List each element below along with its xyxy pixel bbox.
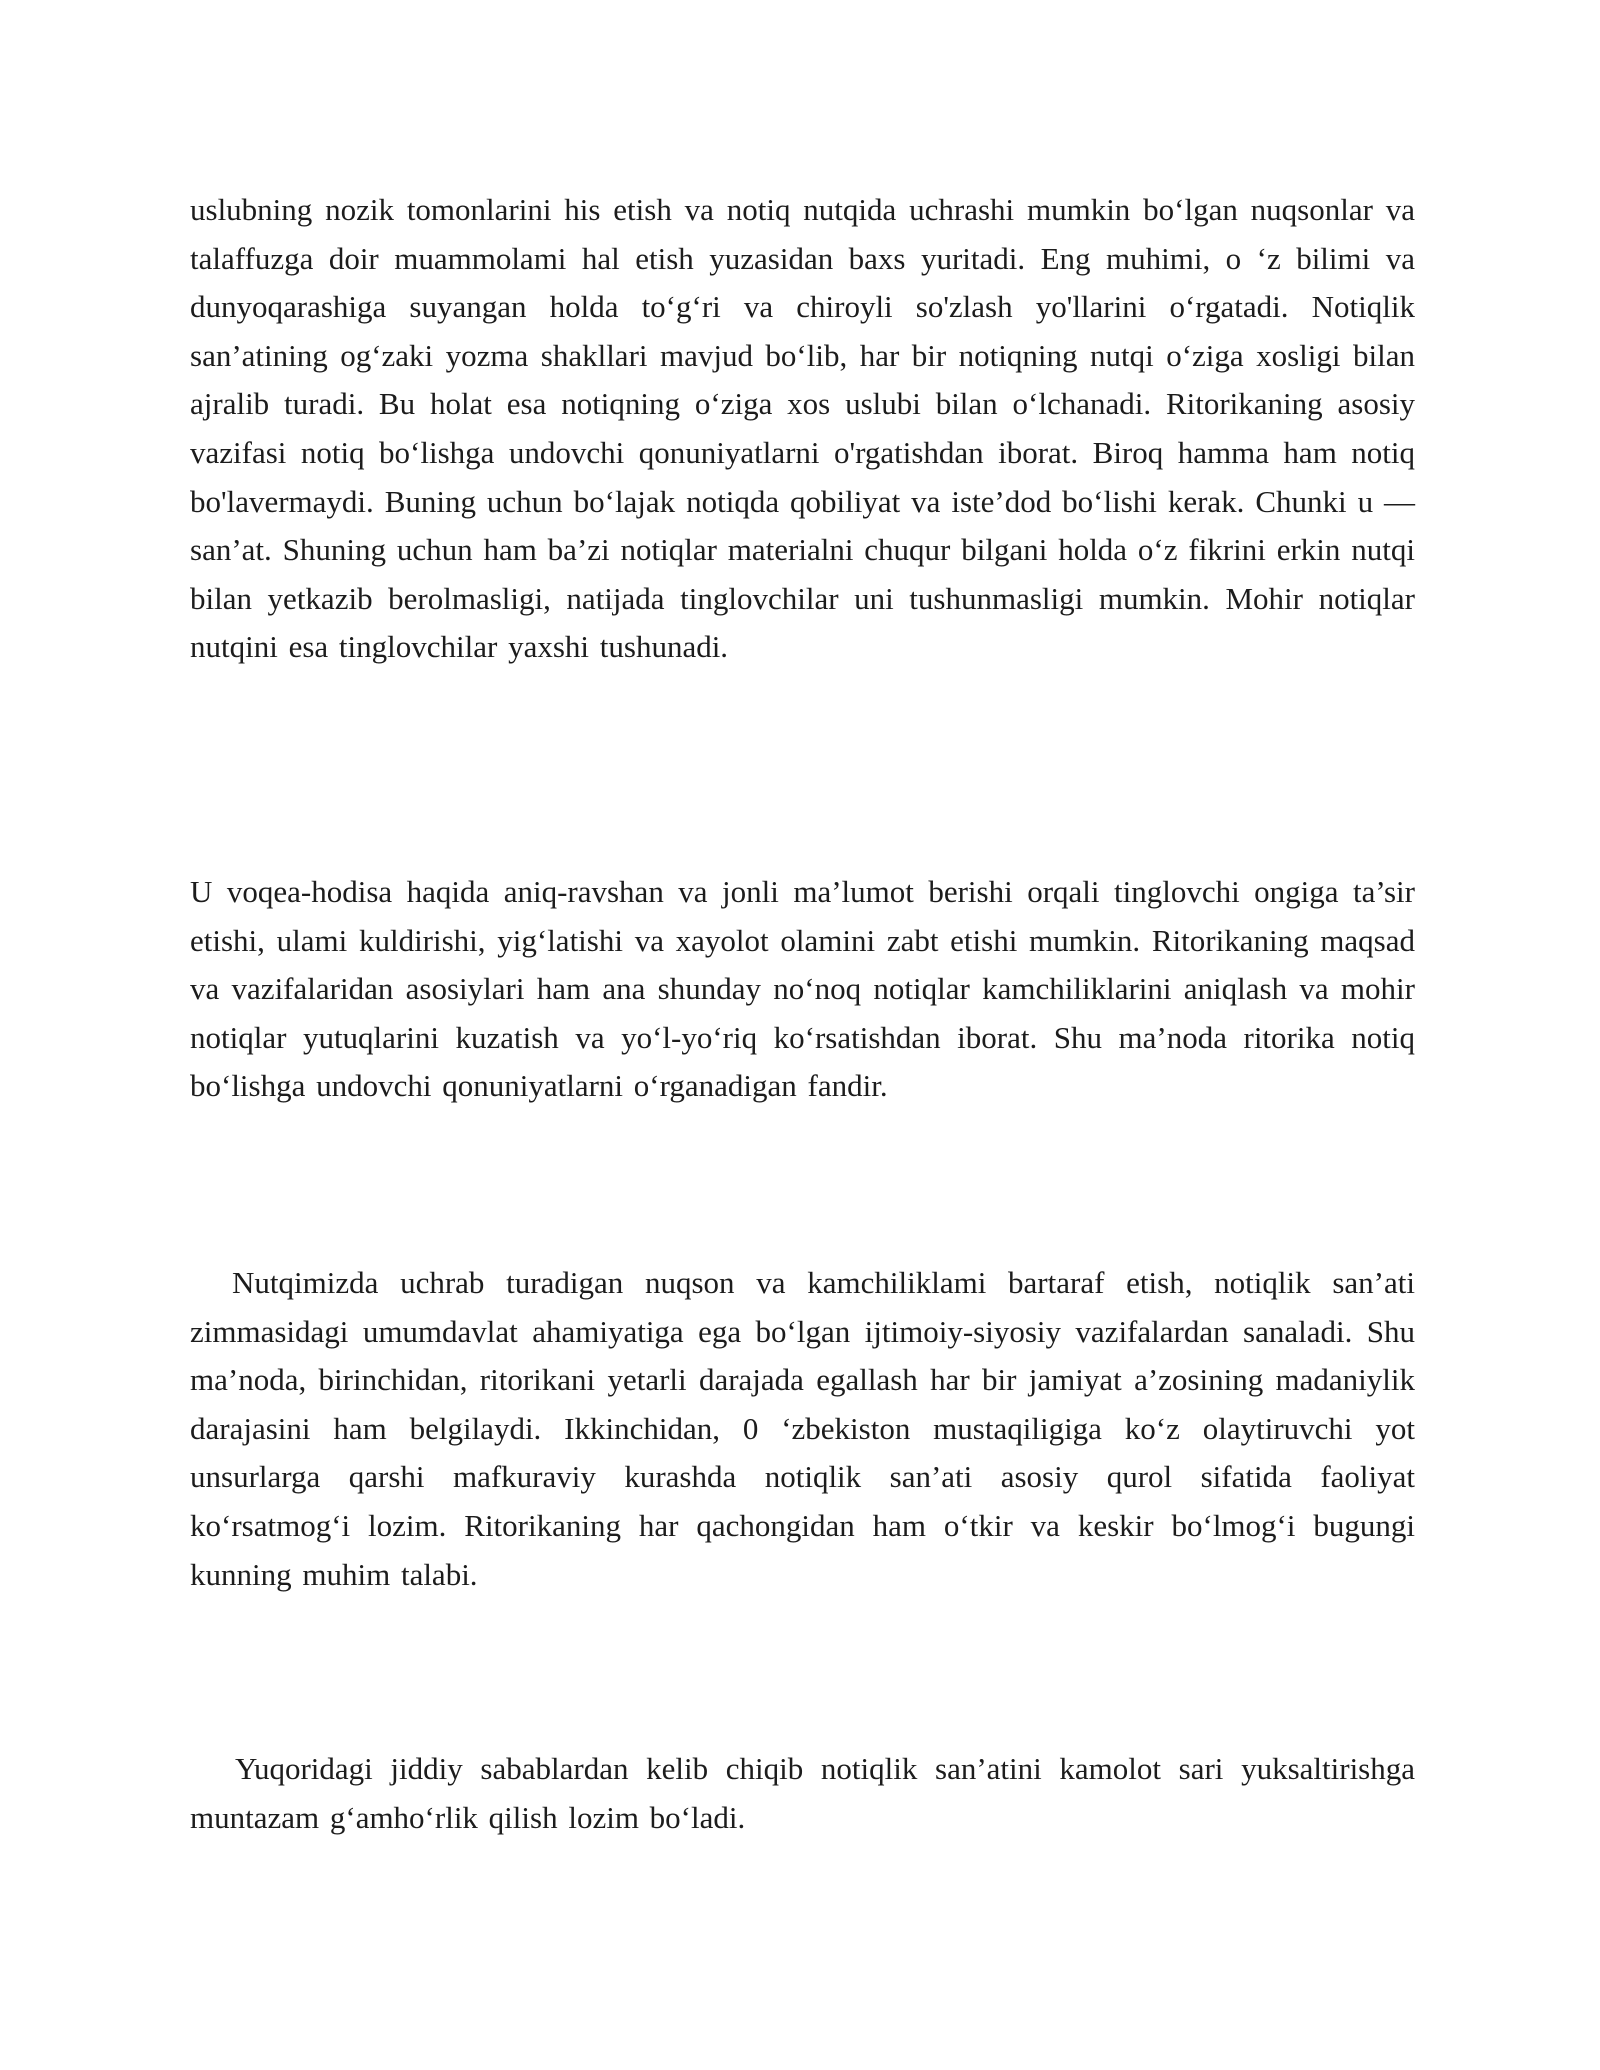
paragraph-1: uslubning nozik tomonlarini his etish va notiq nutqida uchrashi mumkin bo‘lgan nuqsonlar va talaffuzga doir muammolami hal etish yuzasidan baxs yuritadi. Eng muhimi, o ‘z bilimi va dunyoqarashiga suyangan holda to‘g‘ri va chiroyli so'zlash yo'llarini o‘rgatadi. Notiqlik san’atining og‘zaki yozma shakllari mavjud bo‘lib, har bir notiqning nutqi o‘ziga xosligi bilan ajralib turadi. Bu holat esa notiqning o‘ziga xos uslubi bilan o‘lchanadi. Ritorikaning asosiy vazifasi notiq bo‘lishga undovchi qonuniyatlarni o'rgatishdan iborat. Biroq hamma ham notiq bo'lavermaydi. Buning uchun bo‘lajak notiqda qobiliyat va iste’dod bo‘lishi kerak. Chunki u — san’at. Shuning uchun ham ba’zi notiqlar materialni chuqur bilgani holda o‘z fikrini erkin nutqi bilan yetkazib berolmasligi, natijada tinglovchilar uni tushunmasligi mumkin. Mohir notiqlar nutqini esa tinglovchilar yaxshi tushunadi. xyxy=(190,192,1415,665)
paragraph-3: Nutqimizda uchrab turadigan nuqson va kamchiliklami bartaraf etish, notiqlik san’ati zimmasidagi umumdavlat ahamiyatiga ega bo‘lgan ijtimoiy-siyosiy vazifalardan sanaladi. Shu ma’noda, birinchidan, ritorikani yetarli darajada egallash har bir jamiyat a’zosining madaniylik darajasini ham belgilaydi. Ikkinchidan, 0 ‘zbekiston mustaqiligiga ko‘z olaytiruvchi yot unsurlarga qarshi mafkuraviy kurashda notiqlik san’ati asosiy qurol sifatida faoliyat ko‘rsatmog‘i lozim. Ritorikaning har qachongidan ham o‘tkir va keskir bo‘lmog‘i bugungi kunning muhim talabi. xyxy=(190,1265,1415,1592)
paragraph-4: Yuqoridagi jiddiy sabablardan kelib chiqib notiqlik san’atini kamolot sari yuksaltirishga muntazam g‘amho‘rlik qilish lozim bo‘ladi. xyxy=(190,1751,1415,1835)
paragraph-2: U voqea-hodisa haqida aniq-ravshan va jonli ma’lumot berishi orqali tinglovchi ongiga ta’sir etishi, ulami kuldirishi, yig‘latishi va xayolot olamini zabt etishi mumkin. Ritorikaning maqsad va vazifalaridan asosiylari ham ana shunday no‘noq notiqlar kamchiliklarini aniqlash va mohir notiqlar yutuqlarini kuzatish va yo‘l-yo‘riq ko‘rsatishdan iborat. Shu ma’noda ritorika notiq bo‘lishga undovchi qonuniyatlarni o‘rganadigan fandir. xyxy=(190,874,1415,1104)
